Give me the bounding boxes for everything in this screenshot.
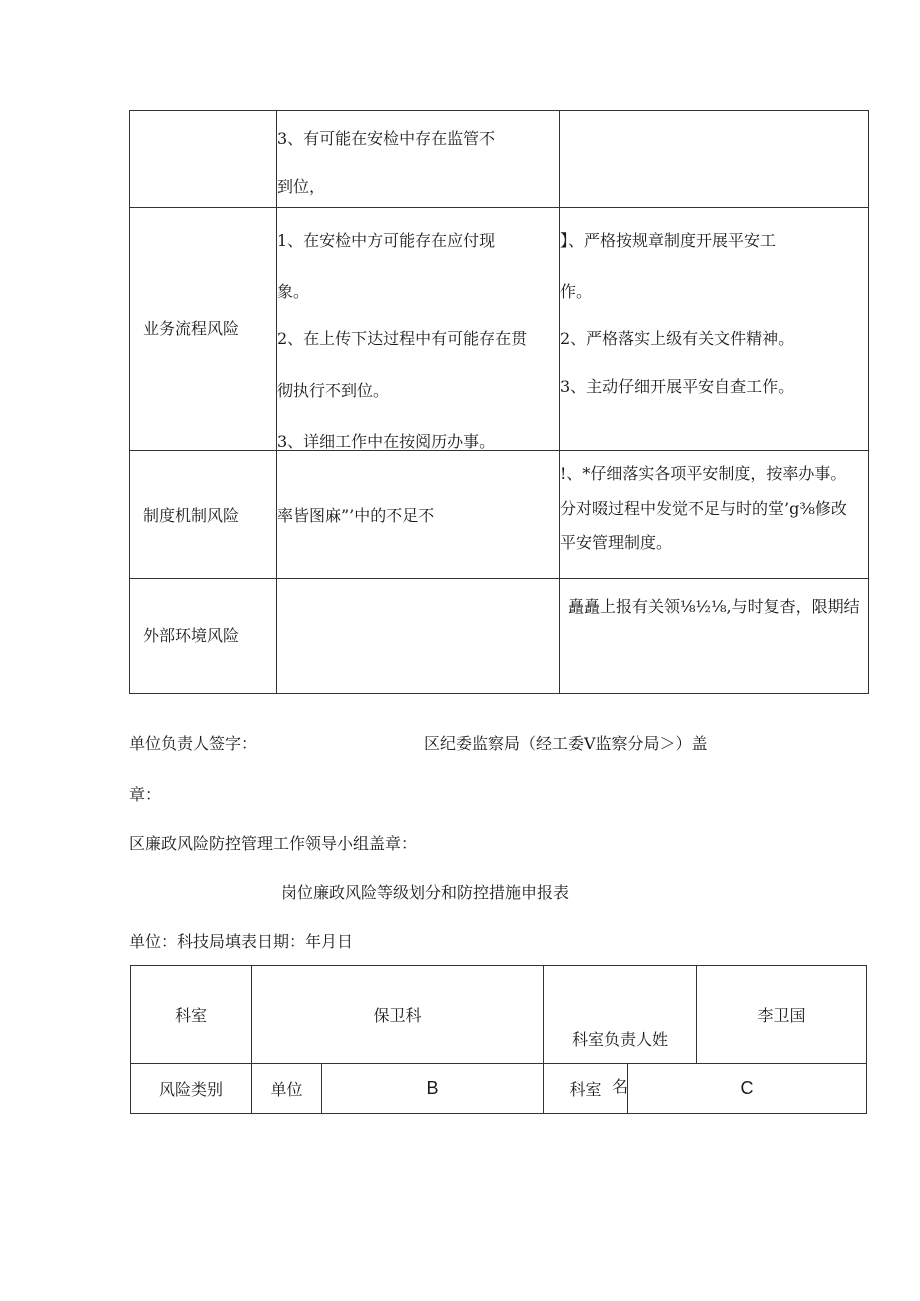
risk-line: 象。 bbox=[277, 282, 310, 301]
declaration-table bbox=[130, 965, 867, 1114]
measure-line: 2、严格落实上级有关文件精神。 bbox=[560, 329, 795, 348]
office-value: C bbox=[740, 1078, 754, 1098]
measure-line: !、*仔细落实各项平安制度，按率办事。 bbox=[560, 464, 847, 483]
form-title: 岗位廉政风险等级划分和防控措施申报表 bbox=[281, 883, 570, 902]
dept-label-cell bbox=[131, 966, 252, 1064]
risk-category-label: 风险类别 bbox=[158, 1080, 223, 1099]
discipline-committee-seal-label: 区纪委监察局（经工委V监察分局＞）盖 bbox=[424, 734, 708, 753]
risk-line: 彻执行不到位。 bbox=[277, 381, 390, 400]
head-value: 李卫国 bbox=[757, 1006, 806, 1025]
risk-description-cell bbox=[277, 579, 560, 694]
table-row bbox=[131, 966, 867, 1064]
risk-category-label: 外部环境风险 bbox=[143, 626, 240, 645]
office-label: 科室 bbox=[569, 1080, 602, 1099]
risk-line: 3、详细工作中在按阅历办事。 bbox=[277, 432, 496, 451]
table-row bbox=[131, 1064, 867, 1114]
head-label-line-1: 科室负责人姓 bbox=[572, 1029, 669, 1049]
risk-table bbox=[129, 110, 869, 694]
risk-category-cell bbox=[130, 579, 277, 694]
table-row bbox=[130, 451, 869, 579]
risk-category-label-cell bbox=[131, 1064, 252, 1114]
prevention-measure-cell bbox=[560, 579, 869, 694]
unit-label: 单位 bbox=[270, 1080, 303, 1099]
risk-description-cell bbox=[277, 451, 560, 579]
unit-label-cell bbox=[252, 1064, 322, 1114]
unit-value: B bbox=[426, 1078, 439, 1098]
measure-line: 3、主动仔细开展平安自查工作。 bbox=[560, 377, 795, 396]
prevention-measure-cell bbox=[560, 451, 869, 579]
leading-group-seal-label: 区廉政风险防控管理工作领导小组盖章： bbox=[129, 834, 418, 853]
prevention-measure-cell bbox=[560, 111, 869, 208]
measure-line: 平安管理制度。 bbox=[560, 533, 673, 552]
risk-description-cell bbox=[277, 208, 560, 451]
risk-description-cell bbox=[277, 111, 560, 208]
office-value-cell bbox=[628, 1064, 867, 1114]
unit-value-cell bbox=[322, 1064, 544, 1114]
table-row bbox=[130, 208, 869, 451]
table-row bbox=[130, 579, 869, 694]
risk-category-label: 业务流程风险 bbox=[143, 319, 240, 338]
measure-line: 】、严格按规章制度开展平安工 bbox=[560, 231, 777, 250]
risk-line: 率皆图麻”’中的不足不 bbox=[277, 506, 435, 525]
risk-category-label: 制度机制风险 bbox=[143, 506, 240, 525]
risk-category-cell bbox=[130, 451, 277, 579]
head-label-cell bbox=[544, 966, 697, 1096]
prevention-measure-cell bbox=[560, 208, 869, 451]
dept-value-cell bbox=[252, 966, 544, 1064]
form-meta: 单位：科技局填表日期：年月日 bbox=[129, 932, 354, 951]
seal-continuation: 章： bbox=[129, 785, 162, 804]
measure-line: 矗矗上报有关领⅛½⅛,与时复杳，限期结 bbox=[568, 597, 860, 616]
risk-line: 到位， bbox=[277, 177, 326, 196]
dept-label: 科室 bbox=[174, 1006, 207, 1025]
risk-line: 3、有可能在安检中存在监管不 bbox=[277, 129, 496, 148]
risk-line: 1、在安检中方可能存在应付现 bbox=[277, 231, 496, 250]
head-label-line-2: 名 bbox=[612, 1076, 629, 1096]
risk-category-cell bbox=[130, 111, 277, 208]
office-label-cell bbox=[544, 1064, 628, 1114]
measure-line: 作。 bbox=[560, 282, 593, 301]
risk-line: 2、在上传下达过程中有可能存在贯 bbox=[277, 329, 528, 348]
measure-line: 分对啜过程中发觉不足与时的堂’g⅜修改 bbox=[560, 499, 847, 518]
head-value-cell bbox=[697, 966, 867, 1064]
unit-leader-signature-label: 单位负责人签字： bbox=[129, 734, 258, 753]
dept-value: 保卫科 bbox=[373, 1006, 422, 1025]
risk-category-cell bbox=[130, 208, 277, 451]
table-row bbox=[130, 111, 869, 208]
